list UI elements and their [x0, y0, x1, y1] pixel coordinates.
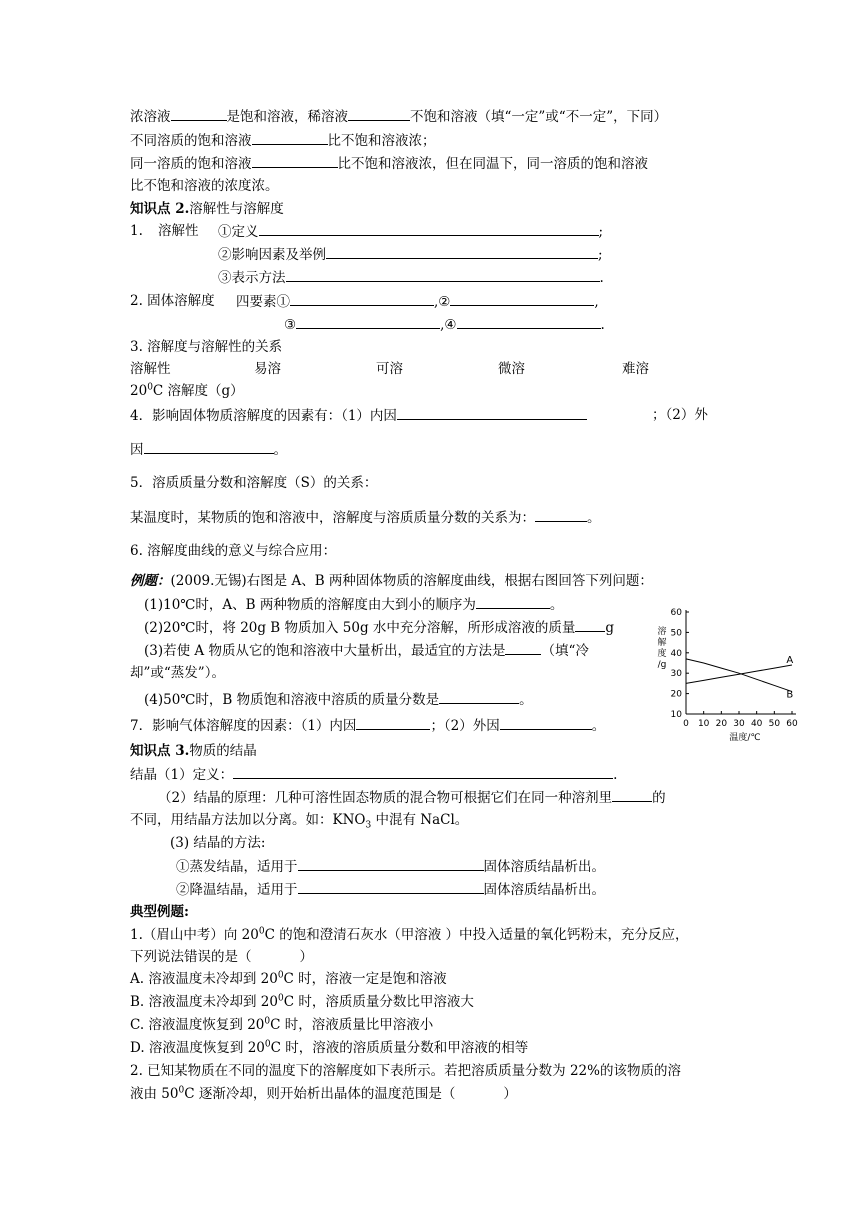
question-line	[130, 664, 225, 682]
text: C 逐渐冷却，则开始析出晶体的温度范围是（	[184, 1086, 456, 1102]
section-number: 知识点 2.	[130, 201, 190, 217]
question-line	[130, 716, 605, 735]
table-header-cell	[498, 360, 525, 378]
question-line	[130, 926, 689, 944]
text: .	[600, 317, 605, 333]
text: ;	[598, 224, 604, 240]
superscript: 0	[258, 926, 265, 937]
text: 比不饱和溶液浓；	[327, 133, 436, 149]
option-a	[130, 970, 447, 988]
text-line	[130, 131, 436, 150]
text: g	[605, 620, 615, 636]
superscript: 0	[178, 1085, 185, 1096]
series-line-a	[686, 665, 792, 683]
text: ）	[299, 949, 313, 965]
blank	[505, 641, 541, 655]
text: 。	[273, 442, 287, 458]
blank	[439, 690, 519, 704]
blank	[500, 716, 592, 730]
text: 因	[130, 442, 144, 458]
text: ,	[434, 294, 439, 310]
blank	[290, 292, 434, 306]
y-axis-label-char: 度	[657, 649, 667, 659]
text: (4)50℃时，B 物质饱和溶液中溶质的质量分数是	[144, 692, 440, 708]
y-tick-label: 40	[670, 648, 682, 659]
table-row-label	[130, 382, 244, 400]
text: 。	[587, 510, 601, 526]
section-title	[130, 200, 284, 218]
subscript: 3	[365, 820, 372, 831]
table-header-cell	[130, 360, 171, 378]
blank	[575, 618, 605, 632]
table-header-cell	[622, 360, 649, 378]
text-line	[218, 245, 603, 264]
text: ,	[594, 294, 599, 310]
text: B. 溶液温度未冷却到 20	[130, 994, 278, 1010]
question-line	[144, 641, 589, 660]
superscript: 0	[277, 970, 284, 981]
text: ②降温结晶，适用于	[176, 882, 298, 898]
x-tick-label: 40	[750, 719, 763, 729]
x-tick-label: 10	[697, 719, 710, 729]
blank	[450, 292, 594, 306]
text: ④	[444, 317, 457, 333]
text: 固体溶质结晶析出。	[483, 859, 605, 875]
text-line	[130, 811, 468, 829]
section-title	[130, 742, 257, 760]
example-label: 例题：	[130, 573, 171, 589]
option-d	[130, 1039, 528, 1057]
text: A. 溶液温度未冷却到 20	[130, 971, 278, 987]
blank	[298, 857, 484, 871]
text: 中混有 NaCl。	[371, 812, 469, 828]
text: 不同溶质的饱和溶液	[130, 133, 252, 149]
text: 2. 固体溶解度	[130, 293, 215, 309]
text: ③表示方法	[218, 270, 286, 286]
text-line	[130, 338, 282, 356]
text-line	[218, 222, 603, 241]
text: 7．影响气体溶解度的因素：（1）内因	[130, 718, 357, 734]
answer-space	[455, 1085, 503, 1098]
y-axis-label-char: 溶	[657, 627, 667, 637]
section-title	[130, 903, 189, 921]
text: 3. 溶解度与溶解性的关系	[130, 339, 283, 355]
text: 可溶	[376, 361, 403, 377]
solubility-chart	[650, 600, 810, 745]
superscript: 0	[264, 1039, 271, 1050]
text: 固体溶质结晶析出。	[483, 882, 605, 898]
y-tick-label: 10	[670, 710, 682, 720]
text-line	[130, 406, 587, 425]
text: ;	[598, 247, 603, 263]
y-tick-label: 30	[670, 669, 682, 680]
text-line	[130, 474, 377, 492]
text: 比不饱和溶液的浓度浓。	[130, 178, 279, 194]
superscript: 0	[277, 993, 284, 1004]
text-line	[130, 765, 617, 784]
text: ②影响因素及举例	[218, 247, 326, 263]
text-line	[158, 222, 199, 240]
section-heading: 溶解性与溶解度	[189, 201, 284, 217]
blank	[397, 406, 587, 420]
text: 。	[549, 597, 564, 613]
text: 6. 溶解度曲线的意义与综合应用：	[130, 543, 337, 559]
text-line	[130, 107, 667, 126]
blank	[286, 268, 600, 282]
blank	[259, 222, 599, 236]
text: (3) 结晶的方法:	[170, 835, 266, 851]
x-tick-label: 20	[715, 719, 728, 729]
table-header-cell	[376, 360, 403, 378]
blank	[476, 595, 550, 609]
text: (2009.无锡)右图是 A、B 两种固体物质的溶解度曲线，根据右图回答下列问题：	[170, 573, 653, 589]
question-line	[130, 1062, 681, 1080]
text: C 时，溶液质量比甲溶液小	[270, 1017, 434, 1033]
text: 液由 50	[130, 1086, 179, 1102]
text-line	[130, 508, 601, 527]
blank	[457, 315, 601, 329]
y-axis-label-char: 解	[657, 638, 667, 648]
text: C 时，溶质质量分数比甲溶液大	[283, 994, 474, 1010]
text: ；（2）外因	[430, 718, 500, 734]
blank	[612, 788, 652, 802]
superscript: 0	[147, 382, 153, 393]
blank	[356, 716, 430, 730]
text-line	[652, 406, 708, 424]
answer-space	[252, 948, 300, 961]
text: C 时，溶液的溶质质量分数和甲溶液的相等	[270, 1040, 529, 1056]
text: 四要素①	[236, 294, 290, 310]
text: 1.（眉山中考）向 20	[130, 927, 259, 943]
text: D. 溶液温度恢复到 20	[130, 1040, 265, 1056]
text: 。	[519, 692, 533, 708]
x-axis-label: 温度/℃	[729, 733, 761, 743]
text: C 时，溶液一定是饱和溶液	[283, 971, 447, 987]
y-axis-label-char: /g	[657, 660, 667, 670]
text: ,	[440, 317, 445, 333]
text: 浓溶液	[130, 109, 171, 125]
blank	[252, 154, 338, 168]
blank	[171, 107, 227, 121]
text-line	[158, 788, 666, 807]
blank	[296, 315, 440, 329]
option-c	[130, 1016, 433, 1034]
text-line	[130, 292, 215, 310]
text-line	[236, 292, 599, 311]
text-line	[130, 542, 336, 560]
text-line	[170, 834, 265, 852]
y-tick-label: 50	[670, 628, 682, 639]
question-line	[130, 1085, 517, 1103]
section-heading: 典型例题:	[130, 904, 189, 920]
text: 易溶	[254, 361, 281, 377]
x-tick-label: 30	[733, 719, 745, 729]
text: 结晶（1）定义：	[130, 767, 234, 783]
x-tick-label: 60	[786, 719, 798, 729]
text: ③	[284, 317, 297, 333]
text: ②	[438, 294, 451, 310]
text: ①蒸发结晶，适用于	[176, 859, 298, 875]
example-intro	[130, 572, 653, 590]
question-line	[130, 948, 313, 966]
text-line	[176, 857, 605, 876]
text: 是饱和溶液，稀溶液	[226, 109, 348, 125]
text: 溶解性	[158, 223, 199, 239]
text: C. 溶液温度恢复到 20	[130, 1017, 265, 1033]
section-number: 知识点 3.	[130, 743, 190, 759]
text: .	[613, 767, 618, 783]
text: 微溶	[498, 361, 525, 377]
text-line	[130, 222, 143, 240]
section-heading: 物质的结晶	[189, 743, 257, 759]
series-label-a: A	[786, 655, 794, 667]
text-line	[130, 177, 279, 195]
blank	[348, 107, 410, 121]
text-line	[218, 268, 604, 287]
text: （2）结晶的原理：几种可溶性固态物质的混合物可根据它们在同一种溶剂里	[158, 790, 613, 806]
blank	[298, 880, 484, 894]
text: 2. 已知某物质在不同的温度下的溶解度如下表所示。若把溶质质量分数为 22%的该物质的溶	[130, 1063, 681, 1079]
text: 同一溶质的饱和溶液	[130, 156, 252, 172]
question-line	[144, 690, 533, 709]
option-b	[130, 993, 474, 1011]
y-tick-label: 20	[670, 689, 682, 700]
text-line	[284, 315, 605, 334]
text: 4．影响固体物质溶解度的因素有：（1）内因	[130, 408, 397, 424]
series-label-b: B	[786, 689, 794, 701]
text: 。	[591, 718, 606, 734]
blank	[326, 245, 598, 259]
blank	[233, 765, 613, 779]
text: ）	[503, 1086, 517, 1102]
text: (3)若使 A 物质从它的饱和溶液中大量析出，最适宜的方法是	[144, 643, 506, 659]
text-line	[176, 880, 605, 899]
text: ①定义	[218, 224, 259, 240]
text: 1.	[130, 223, 143, 239]
y-tick-label: 60	[670, 608, 682, 618]
text: 不饱和溶液（填“一定”或“不一定”，下同）	[410, 109, 668, 125]
text: 的	[652, 790, 666, 806]
text: 20	[130, 383, 148, 399]
question-line	[144, 618, 614, 637]
text: 某温度时，某物质的饱和溶液中，溶解度与溶质质量分数的关系为：	[130, 510, 535, 526]
text: .	[599, 270, 604, 286]
text: (2)20℃时，将 20g B 物质加入 50g 水中充分溶解，所形成溶液的质量	[144, 620, 576, 636]
text: ；（2）外	[652, 407, 708, 423]
text-line	[130, 440, 287, 459]
text: (1)10℃时，A、B 两种物质的溶解度由大到小的顺序为	[144, 597, 476, 613]
text: 却”或“蒸发”）。	[130, 665, 225, 681]
text: C 溶解度（g）	[152, 383, 244, 399]
x-tick-label: 0	[683, 719, 689, 729]
blank	[535, 508, 587, 522]
question-line	[144, 595, 563, 614]
text: 溶解性	[130, 361, 171, 377]
text: 不同，用结晶方法加以分离。如：KNO	[130, 812, 366, 828]
text: C 的饱和澄清石灰水（甲溶液 ）中投入适量的氧化钙粉末，充分反应，	[264, 927, 689, 943]
superscript: 0	[264, 1016, 271, 1027]
text-line	[130, 154, 648, 173]
x-tick-label: 50	[768, 719, 781, 729]
table-header-cell	[254, 360, 281, 378]
series-line-b	[686, 659, 792, 692]
text: （填“冷	[541, 643, 589, 659]
blank	[252, 131, 328, 145]
blank	[144, 440, 274, 454]
text: 难溶	[622, 361, 649, 377]
text: 比不饱和溶液浓，但在同温下，同一溶质的饱和溶液	[337, 156, 648, 172]
text: 5．溶质质量分数和溶解度（S）的关系：	[130, 475, 378, 491]
text: 下列说法错误的是（	[130, 949, 252, 965]
